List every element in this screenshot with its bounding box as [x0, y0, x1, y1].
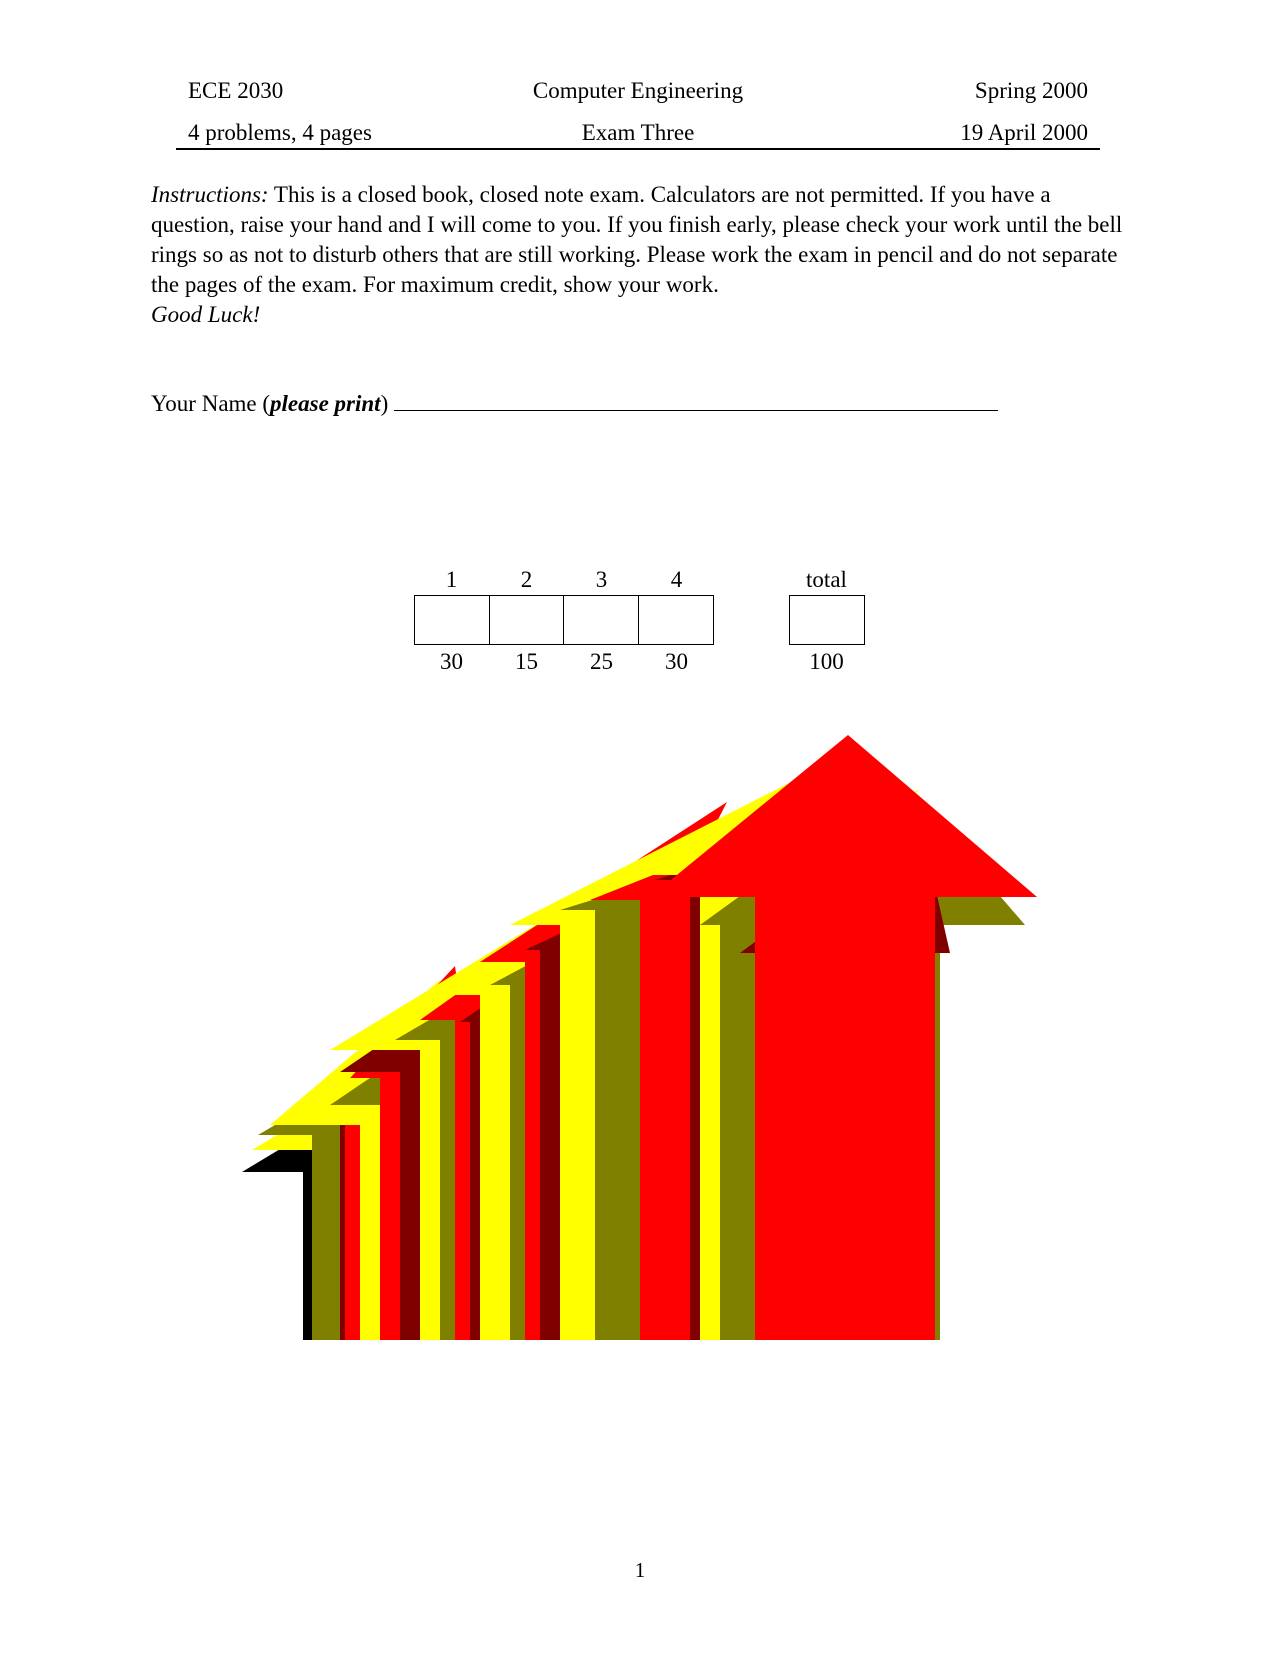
name-label-start: Your Name ( — [151, 391, 271, 416]
problem-4-points: 30 — [665, 649, 688, 674]
name-label-end: ) — [380, 391, 389, 416]
exam-title: Exam Three — [581, 120, 695, 145]
problem-2-label: 2 — [520, 567, 533, 592]
problem-3-points: 25 — [590, 649, 613, 674]
course-code: ECE 2030 — [188, 78, 284, 103]
problem-3-label: 3 — [595, 567, 608, 592]
term: Spring 2000 — [974, 78, 1088, 103]
page-number: 1 — [634, 1558, 646, 1582]
good-luck: Good Luck! — [151, 302, 261, 327]
total-label: total — [806, 567, 847, 592]
name-label-emphasis: please print — [270, 391, 381, 416]
problem-2-points: 15 — [515, 649, 538, 674]
problem-count: 4 problems, 4 pages — [188, 120, 372, 145]
department: Computer Engineering — [532, 78, 744, 103]
exam-date: 19 April 2000 — [960, 120, 1088, 145]
problem-1-label: 1 — [445, 567, 458, 592]
problem-4-label: 4 — [670, 567, 683, 592]
instructions-label: Instructions: — [151, 182, 269, 207]
problem-1-points: 30 — [440, 649, 463, 674]
instructions-body: This is a closed book, closed note exam. Calculators are not permitted. If you have a question, raise your hand and I will come to you. If you finish early, please check your work until the bell rings so as not to disturb others that are still working. Please work the exam in pencil and do not separate the pages of the exam. For maximum credit, show your work. — [151, 182, 1123, 297]
total-points: 100 — [809, 649, 844, 674]
